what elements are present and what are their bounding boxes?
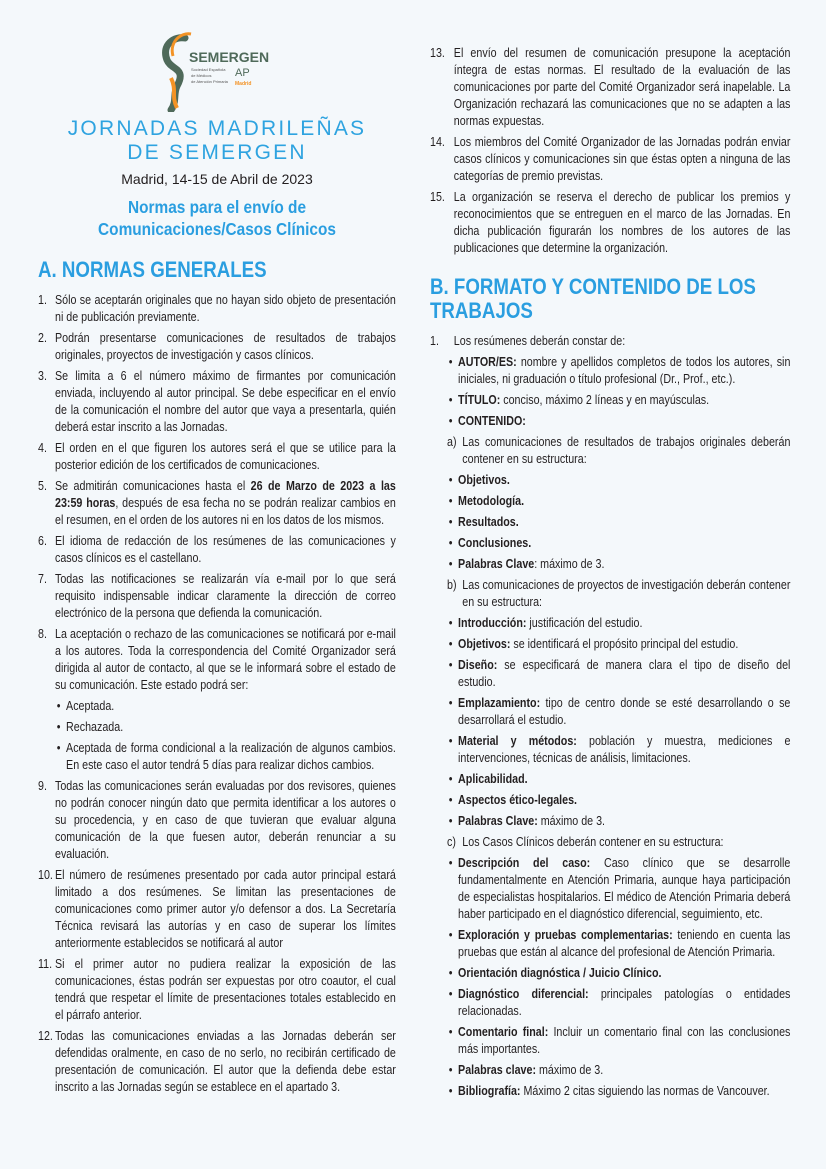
item-text: La aceptación o rechazo de las comunicaciones se notificará por e-mail a los autores. Toda la correspondencia del Comité Organizador será dirigida al autor de contacto, al que se le informará sobre el estado de su comunicación. Este estado podrá ser: — [55, 627, 396, 692]
bullet-item — [430, 535, 790, 552]
bold-text: Palabras Clave: — [458, 814, 538, 828]
item-label: 7. — [38, 572, 47, 586]
bold-text: CONTENIDO: — [458, 414, 526, 428]
bullet-item — [430, 813, 790, 830]
section-b-heading: B. FORMATO Y CONTENIDO DE LOS TRABAJOS — [430, 274, 756, 323]
item-text: Caso clínico que se desarrolle fundamentalmente en Atención Primaria, aunque haya participación de especialistas hospitalarios. El médico de Atención Primaria deberá haber participado en el diagnóstico diferencial, seguimiento, etc. — [458, 856, 791, 921]
bullet-icon: • — [448, 616, 453, 630]
event-title-line1: JORNADAS MADRILEÑAS — [67, 117, 367, 140]
bullet-item — [430, 1024, 790, 1058]
numbered-item — [38, 571, 396, 622]
bullet-icon: • — [56, 741, 61, 755]
bullet-icon: • — [448, 637, 453, 651]
event-date: Madrid, 14-15 de Abril de 2023 — [121, 171, 313, 187]
bold-text: Aplicabilidad. — [458, 772, 528, 786]
item-text: teniendo en cuenta las pruebas que están al alcance del profesional de Atención Primaria. — [458, 928, 791, 959]
bold-text: Comentario final: — [458, 1025, 549, 1039]
item-text: Incluir un comentario final con las conclusiones más importantes. — [458, 1025, 791, 1056]
bold-text: Emplazamiento: — [458, 696, 541, 710]
document-subtitle — [59, 196, 374, 240]
item-text: El envío del resumen de comunicación presupone la aceptación íntegra de estas normas. El resultado de la evaluación de las comunicaciones por parte del Comité Organizador será inapelable. La Organización rechazará las comunicaciones que no se adapten a las normas expuestas. — [453, 46, 791, 128]
item-text: El orden en el que figuren los autores será el que se utilice para la posterior edición de los certificados de comunicaciones. — [55, 441, 396, 472]
bold-text: Objetivos. — [458, 473, 510, 487]
right-column — [430, 45, 790, 1104]
item-text: El idioma de redacción de los resúmenes de las comunicaciones y casos clínicos es el castellano. — [55, 534, 396, 565]
bullet-icon: • — [448, 355, 453, 369]
item-label: 11. — [38, 957, 53, 971]
bold-text: Descripción del caso: — [458, 856, 591, 870]
bullet-icon: • — [448, 536, 453, 550]
bullet-icon: • — [448, 515, 453, 529]
bullet-item — [430, 792, 790, 809]
bold-text: 26 de Marzo de 2023 a las 23:59 horas — [55, 479, 396, 510]
item-text: Las comunicaciones de proyectos de investigación deberán contener en su estructura: — [462, 578, 791, 609]
item-text: Todas las comunicaciones serán evaluadas por dos revisores, quienes no podrán conocer ningún dato que permita identificar a los autores o su procedencia, y en caso de que tuvieran que evaluar alguna comunicación de la que fuesen autor, deberán renunciar a su evaluación. — [55, 779, 396, 861]
item-label: 15. — [430, 190, 445, 204]
numbered-item — [38, 533, 396, 567]
numbered-item — [430, 189, 790, 257]
subtitle-line2: Comunicaciones/Casos Clínicos — [98, 219, 336, 239]
bullet-icon: • — [448, 966, 453, 980]
bullet-item — [430, 771, 790, 788]
item-text: justificación del estudio. — [526, 616, 643, 630]
item-text: Todas las notificaciones se realizarán vía e-mail por lo que será requisito indispensable indicar claramente la dirección de correo electrónico de la persona que defienda la comunicación. — [55, 572, 396, 620]
item-label: 1. — [430, 334, 439, 348]
bold-text: Exploración y pruebas complementarias: — [458, 928, 673, 942]
bullet-icon: • — [448, 793, 453, 807]
bold-text: Diseño: — [458, 658, 498, 672]
bullet-item — [430, 493, 790, 510]
bold-text: Orientación diagnóstica / Juicio Clínico. — [458, 966, 662, 980]
left-column — [38, 258, 396, 1100]
bullet-icon: • — [448, 414, 453, 428]
item-label: 1. — [38, 293, 47, 307]
item-text: se identificará el propósito principal del estudio. — [510, 637, 739, 651]
svg-text:Madrid: Madrid — [235, 81, 252, 87]
item-text: Los resúmenes deberán constar de: — [453, 334, 626, 348]
item-text: : máximo de 3. — [534, 557, 605, 571]
bold-text: Diagnóstico diferencial: — [458, 987, 589, 1001]
item-text: Las comunicaciones de resultados de trabajos originales deberán contener en su estructura: — [462, 435, 791, 466]
bullet-item — [38, 719, 396, 736]
bullet-item — [430, 986, 790, 1020]
item-text: Se limita a 6 el número máximo de firmantes por comunicación enviada, incluyendo al autor principal. Se debe especificar en el envío de la comunicación el nombre del autor que vaya a presentarla, quién deberá estar inscrito a las Jornadas. — [55, 369, 396, 434]
item-text: Rechazada. — [66, 720, 124, 734]
item-text: Los Casos Clínicos deberán contener en su estructura: — [462, 835, 724, 849]
bullet-item — [430, 657, 790, 691]
numbered-item — [38, 626, 396, 694]
bullet-item — [38, 740, 396, 774]
item-label: 9. — [38, 779, 47, 793]
item-text: El número de resúmenes presentado por cada autor principal estará limitado a dos resúmenes. Se limitan las presentaciones de comunicaciones como primer autor y/o defensor a dos. La Secretaría Técnica revisará las autorías y en caso de superar los límites anteriormente establecidos se notificará al autor — [55, 868, 396, 950]
bullet-item — [430, 413, 790, 430]
bullet-icon: • — [448, 658, 453, 672]
numbered-item — [430, 333, 790, 350]
item-label: 8. — [38, 627, 47, 641]
bullet-icon: • — [448, 734, 453, 748]
bullet-item — [38, 698, 396, 715]
item-text: La organización se reserva el derecho de publicar los premios y reconocimientos que se entreguen en el marco de las Jornadas. En dicha publicación figurarán los nombres de los autores de las publicaciones que determine la organización. — [453, 190, 791, 255]
section-a-list-continued — [430, 45, 790, 257]
section-b-list — [430, 333, 790, 1100]
bullet-item — [430, 514, 790, 531]
bullet-icon: • — [448, 856, 453, 870]
bullet-icon: • — [448, 494, 453, 508]
bullet-item — [430, 733, 790, 767]
numbered-item — [38, 1028, 396, 1096]
item-label: 6. — [38, 534, 47, 548]
bullet-icon: • — [448, 696, 453, 710]
item-text: Máximo 2 citas siguiendo las normas de Vancouver. — [520, 1084, 770, 1098]
bold-text: TÍTULO: — [458, 393, 501, 407]
bullet-icon: • — [448, 928, 453, 942]
item-text: Podrán presentarse comunicaciones de resultados de trabajos originales, proyectos de investigación y casos clínicos. — [55, 331, 396, 362]
numbered-item — [38, 478, 396, 529]
numbered-item — [430, 134, 790, 185]
bullet-icon: • — [448, 1084, 453, 1098]
item-label: a) — [447, 435, 457, 449]
section-a-list — [38, 292, 396, 1096]
bold-text: Conclusiones. — [458, 536, 532, 550]
bold-text: Resultados. — [458, 515, 519, 529]
bullet-item — [430, 1062, 790, 1079]
item-text: Se admitirán comunicaciones hasta el — [55, 479, 251, 493]
bullet-icon: • — [56, 699, 61, 713]
numbered-item — [38, 778, 396, 863]
bullet-item — [430, 615, 790, 632]
semergen-logo — [147, 30, 287, 112]
numbered-item — [38, 292, 396, 326]
bullet-item — [430, 392, 790, 409]
item-text: máximo de 3. — [536, 1063, 604, 1077]
bold-text: Material y métodos: — [458, 734, 577, 748]
item-text: tipo de centro donde se esté desarrollando o se desarrollará el estudio. — [458, 696, 791, 727]
item-label: 13. — [430, 46, 445, 60]
bullet-icon: • — [448, 814, 453, 828]
bullet-item — [430, 354, 790, 388]
svg-text:de Médicos: de Médicos — [191, 73, 212, 78]
item-label: 14. — [430, 135, 445, 149]
item-label: 12. — [38, 1029, 53, 1043]
bullet-icon: • — [448, 1025, 453, 1039]
svg-text:Sociedad Española: Sociedad Española — [191, 67, 226, 72]
item-text: Aceptada de forma condicional a la realización de algunos cambios. En este caso el autor tendrá 5 días para realizar dichos cambios. — [66, 741, 396, 772]
bold-text: Objetivos: — [458, 637, 511, 651]
bold-text: Metodología. — [458, 494, 525, 508]
item-text: Todas las comunicaciones enviadas a las Jornadas deberán ser defendidas oralmente, en caso de no serlo, no recibirán certificado de presentación de comunicación. El autor que la defienda debe estar inscrito a las Jornadas según se establece en el apartado 3. — [55, 1029, 396, 1094]
item-text: se especificará de manera clara el tipo de diseño del estudio. — [458, 658, 791, 689]
item-text: Si el primer autor no pudiera realizar la exposición de las comunicaciones, éstas podrán ser expuestas por otro coautor, el cual tendrá que respetar el límite de presentaciones totales establecido en el párrafo anterior. — [55, 957, 396, 1022]
svg-text:SEMERGEN: SEMERGEN — [189, 49, 270, 65]
item-label: 4. — [38, 441, 47, 455]
bullet-icon: • — [448, 987, 453, 1001]
bullet-icon: • — [448, 557, 453, 571]
bullet-item — [430, 556, 790, 573]
item-text: conciso, máximo 2 líneas y en mayúsculas. — [500, 393, 710, 407]
bullet-item — [430, 1083, 790, 1100]
bold-text: AUTOR/ES: — [458, 355, 517, 369]
bullet-item — [430, 636, 790, 653]
bold-text: Aspectos ético-legales. — [458, 793, 578, 807]
svg-text:de Atención Primaria: de Atención Primaria — [191, 79, 228, 84]
numbered-item — [38, 867, 396, 952]
numbered-item — [38, 956, 396, 1024]
item-text: , después de esa fecha no se podrán realizar cambios en el resumen, en el orden de los autores ni en los datos de los mismos. — [55, 496, 396, 527]
bullet-icon: • — [56, 720, 61, 734]
bullet-item — [430, 695, 790, 729]
item-text: Sólo se aceptarán originales que no hayan sido objeto de presentación ni de publicación previamente. — [55, 293, 396, 324]
bold-text: Introducción: — [458, 616, 527, 630]
numbered-item — [430, 45, 790, 130]
item-label: 3. — [38, 369, 47, 383]
bullet-icon: • — [448, 772, 453, 786]
bullet-item — [430, 855, 790, 923]
bullet-icon: • — [448, 473, 453, 487]
bold-text: Palabras Clave — [458, 557, 535, 571]
bold-text: Bibliografía: — [458, 1084, 521, 1098]
bullet-item — [430, 965, 790, 982]
numbered-item — [38, 368, 396, 436]
section-a-heading: A. NORMAS GENERALES — [38, 257, 267, 282]
item-label: c) — [447, 835, 456, 849]
lettered-item — [430, 834, 790, 851]
bullet-icon: • — [448, 1063, 453, 1077]
item-text: principales patologías o entidades relacionadas. — [458, 987, 791, 1018]
bold-text: Palabras clave: — [458, 1063, 537, 1077]
item-label: 10. — [38, 868, 53, 882]
item-label: b) — [447, 578, 457, 592]
item-text: máximo de 3. — [537, 814, 606, 828]
item-text: Aceptada. — [66, 699, 115, 713]
bullet-icon: • — [448, 393, 453, 407]
event-title-line2: DE SEMERGEN — [127, 141, 307, 164]
bullet-item — [430, 927, 790, 961]
lettered-item — [430, 577, 790, 611]
svg-text:AP: AP — [235, 67, 250, 79]
item-label: 5. — [38, 479, 47, 493]
item-text: población y muestra, mediciones e intervenciones, técnicas de análisis, limitaciones. — [458, 734, 791, 765]
numbered-item — [38, 330, 396, 364]
item-label: 2. — [38, 331, 47, 345]
lettered-item — [430, 434, 790, 468]
item-text: Los miembros del Comité Organizador de las Jornadas podrán enviar casos clínicos y comunicaciones sin que éstas opten a ninguna de las categorías de premio previstas. — [453, 135, 791, 183]
item-text: nombre y apellidos completos de todos los autores, sin iniciales, ni graduación o título profesional (Dr., Prof., etc.). — [458, 355, 791, 386]
subtitle-line1: Normas para el envío de — [127, 197, 307, 217]
document-header — [38, 30, 396, 240]
numbered-item — [38, 440, 396, 474]
bullet-item — [430, 472, 790, 489]
